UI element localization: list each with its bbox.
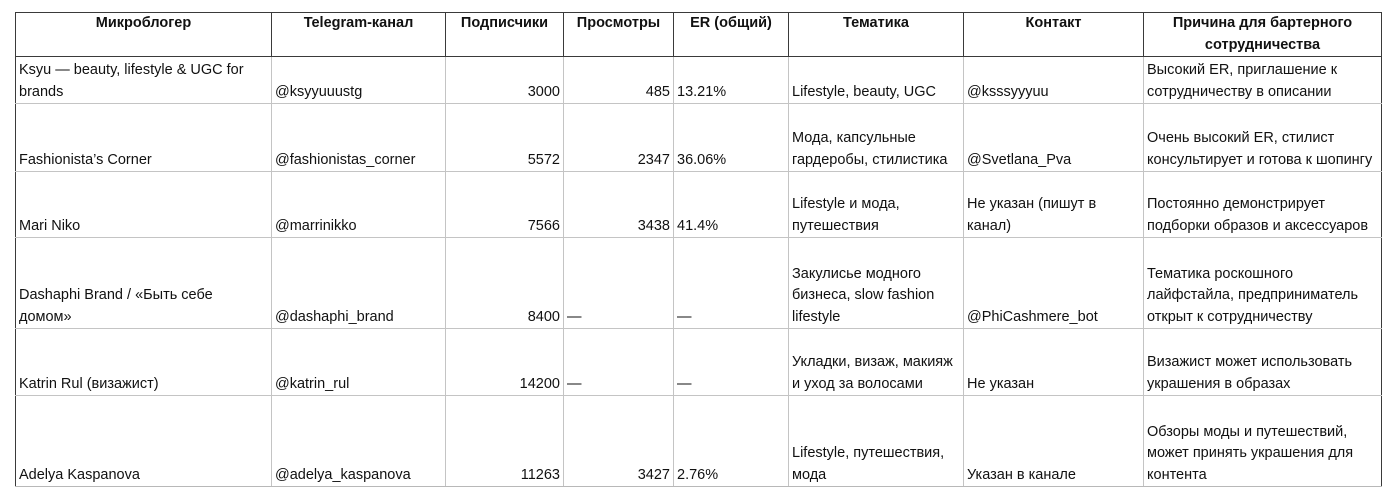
cell-reason[interactable]: Высокий ER, приглашение к сотрудничеству в описании [1144, 57, 1382, 104]
bloggers-table [15, 12, 1382, 487]
cell-views[interactable]: 3438 [564, 172, 674, 238]
cell-views[interactable]: — [564, 238, 674, 329]
cell-topic[interactable]: Укладки, визаж, макияж и уход за волосами [789, 329, 964, 396]
cell-topic[interactable]: Lifestyle и мода, путешествия [789, 172, 964, 238]
header-views[interactable]: Просмотры [564, 13, 674, 57]
cell-blogger[interactable]: Ksyu — beauty, lifestyle & UGC for brands [16, 57, 272, 104]
cell-channel[interactable]: @marrinikko [272, 172, 446, 238]
cell-contact[interactable]: Не указан (пишут в канал) [964, 172, 1144, 238]
cell-subscribers[interactable]: 5572 [446, 104, 564, 172]
cell-er[interactable]: — [674, 329, 789, 396]
cell-blogger[interactable]: Adelya Kaspanova [16, 396, 272, 487]
cell-contact[interactable]: @Svetlana_Pva [964, 104, 1144, 172]
cell-subscribers[interactable]: 11263 [446, 396, 564, 487]
cell-blogger[interactable]: Mari Niko [16, 172, 272, 238]
cell-contact[interactable]: Указан в канале [964, 396, 1144, 487]
cell-subscribers[interactable]: 8400 [446, 238, 564, 329]
cell-contact[interactable]: @PhiCashmere_bot [964, 238, 1144, 329]
cell-subscribers[interactable]: 14200 [446, 329, 564, 396]
cell-views[interactable]: 2347 [564, 104, 674, 172]
cell-reason[interactable]: Тематика роскошного лайфстайла, предприниматель открыт к сотрудничеству [1144, 238, 1382, 329]
cell-reason[interactable]: Визажист может использовать украшения в образах [1144, 329, 1382, 396]
header-channel[interactable]: Telegram-канал [272, 13, 446, 57]
spreadsheet-area [15, 12, 1382, 487]
cell-contact[interactable]: Не указан [964, 329, 1144, 396]
cell-reason[interactable]: Обзоры моды и путешествий, может принять украшения для контента [1144, 396, 1382, 487]
cell-views[interactable]: — [564, 329, 674, 396]
cell-blogger[interactable]: Fashionista’s Corner [16, 104, 272, 172]
table-header [16, 13, 1382, 57]
cell-topic[interactable]: Закулисье модного бизнеса, slow fashion lifestyle [789, 238, 964, 329]
table-row [16, 104, 1382, 172]
cell-topic[interactable]: Мода, капсульные гардеробы, стилистика [789, 104, 964, 172]
cell-reason[interactable]: Постоянно демонстрирует подборки образов и аксессуаров [1144, 172, 1382, 238]
header-row [16, 13, 1382, 57]
cell-blogger[interactable]: Dashaphi Brand / «Быть себе домом» [16, 238, 272, 329]
cell-er[interactable]: 41.4% [674, 172, 789, 238]
table-row [16, 238, 1382, 329]
header-reason[interactable]: Причина для бартерного сотрудничества [1144, 13, 1382, 57]
header-topic[interactable]: Тематика [789, 13, 964, 57]
cell-er[interactable]: 2.76% [674, 396, 789, 487]
table-row [16, 396, 1382, 487]
cell-channel[interactable]: @ksyyuuustg [272, 57, 446, 104]
table-row [16, 329, 1382, 396]
cell-subscribers[interactable]: 7566 [446, 172, 564, 238]
header-subscribers[interactable]: Подписчики [446, 13, 564, 57]
table-row [16, 172, 1382, 238]
table-body [16, 57, 1382, 487]
cell-channel[interactable]: @adelya_kaspanova [272, 396, 446, 487]
cell-blogger[interactable]: Katrin Rul (визажист) [16, 329, 272, 396]
cell-channel[interactable]: @dashaphi_brand [272, 238, 446, 329]
cell-views[interactable]: 3427 [564, 396, 674, 487]
cell-channel[interactable]: @katrin_rul [272, 329, 446, 396]
cell-er[interactable]: 36.06% [674, 104, 789, 172]
cell-er[interactable]: — [674, 238, 789, 329]
cell-subscribers[interactable]: 3000 [446, 57, 564, 104]
header-blogger[interactable]: Микроблогер [16, 13, 272, 57]
cell-reason[interactable]: Очень высокий ER, стилист консультирует и готова к шопингу [1144, 104, 1382, 172]
header-er[interactable]: ER (общий) [674, 13, 789, 57]
cell-topic[interactable]: Lifestyle, beauty, UGC [789, 57, 964, 104]
table-row [16, 57, 1382, 104]
header-contact[interactable]: Контакт [964, 13, 1144, 57]
cell-er[interactable]: 13.21% [674, 57, 789, 104]
cell-views[interactable]: 485 [564, 57, 674, 104]
cell-channel[interactable]: @fashionistas_corner [272, 104, 446, 172]
cell-topic[interactable]: Lifestyle, путешествия, мода [789, 396, 964, 487]
cell-contact[interactable]: @ksssyyyuu [964, 57, 1144, 104]
